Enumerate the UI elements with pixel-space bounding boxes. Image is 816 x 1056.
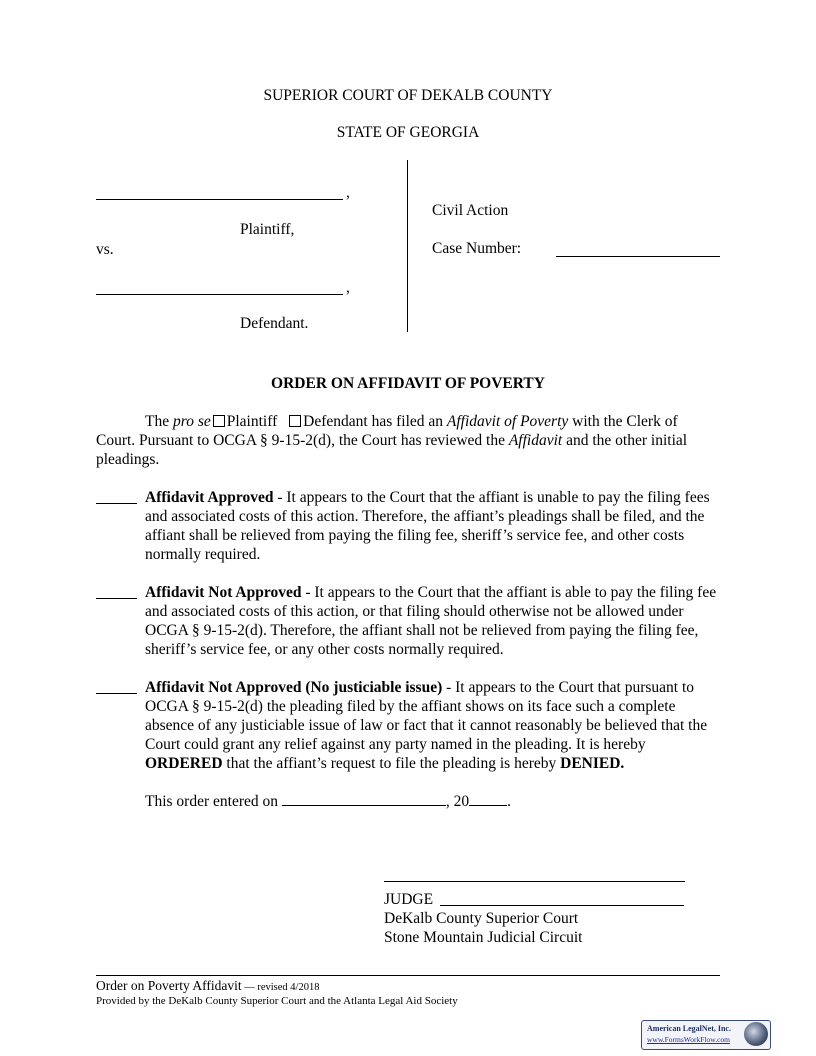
plaintiff-label: Plaintiff,: [240, 221, 295, 238]
state-name: STATE OF GEORGIA: [336, 124, 480, 141]
affidavit-approved-option: [145, 488, 720, 564]
intro-affidavit: Affidavit: [508, 432, 563, 449]
case-number-field[interactable]: [556, 256, 720, 257]
plaintiff-comma: ,: [346, 184, 350, 201]
footer-revised: — revised 4/2018: [241, 982, 320, 993]
affidavit-not-approved-text: - It appears to the Court that the affiant is able to pay the filing fee and associated costs of this action, or that filing should otherwise not be allowed under OCGA § 9-15-2(d). Therefore, the affiant shall not be relieved from paying the filing fee, sheriff’s service fee, or any other costs normally required.: [145, 584, 717, 658]
logo-globe-icon: [744, 1022, 768, 1046]
judge-circuit: Stone Mountain Judicial Circuit: [384, 929, 583, 946]
ordered-word: ORDERED: [145, 755, 223, 772]
affidavit-not-approved-heading: Affidavit Not Approved: [145, 584, 302, 601]
court-name: SUPERIOR COURT OF DEKALB COUNTY: [263, 87, 553, 104]
no-justiciable-issue-heading: Affidavit Not Approved (No justiciable issue): [145, 679, 443, 696]
versus-label: vs.: [96, 241, 114, 258]
defendant-checkbox[interactable]: [289, 415, 301, 427]
intro-paragraph: [96, 412, 720, 469]
entered-date-field[interactable]: [282, 792, 446, 806]
plaintiff-checkbox[interactable]: [213, 415, 225, 427]
signature-line[interactable]: [384, 881, 685, 882]
entered-year-field[interactable]: [469, 792, 507, 806]
defendant-name-line[interactable]: [96, 294, 343, 295]
denied-word: DENIED.: [560, 755, 625, 772]
footer-form-title: Order on Poverty Affidavit: [96, 978, 242, 993]
entered-prefix: This order entered on: [145, 793, 278, 810]
caption-divider: [407, 160, 408, 332]
american-legalnet-logo[interactable]: [641, 1020, 771, 1050]
entered-year-prefix: , 20: [445, 793, 470, 810]
logo-url[interactable]: www.FormsWorkFlow.com: [647, 1035, 731, 1044]
intro-affidavit-of-poverty: Affidavit of Poverty: [446, 413, 569, 430]
intro-rest: and the other initial pleadings.: [96, 432, 688, 468]
footer-form-name: [96, 978, 319, 994]
defendant-comma: ,: [346, 279, 350, 296]
judge-court: DeKalb County Superior Court: [384, 910, 579, 927]
entered-suffix: .: [507, 793, 511, 810]
no-justiciable-issue-middle: that the affiant’s request to file the pleading is hereby: [222, 755, 561, 772]
no-justiciable-issue-blank[interactable]: [96, 693, 137, 694]
footer-rule: [96, 975, 720, 976]
plaintiff-name-line[interactable]: [96, 199, 343, 200]
affidavit-approved-blank[interactable]: [96, 503, 137, 504]
affidavit-not-approved-option: [145, 583, 720, 659]
order-title: ORDER ON AFFIDAVIT OF POVERTY: [271, 375, 545, 392]
footer-provided-by: Provided by the DeKalb County Superior Court and the Atlanta Legal Aid Society: [96, 995, 458, 1007]
affidavit-not-approved-blank[interactable]: [96, 598, 137, 599]
judge-name-field[interactable]: [440, 905, 684, 906]
intro-plaintiff: Plaintiff: [226, 413, 278, 430]
judge-label: JUDGE: [384, 891, 434, 908]
affidavit-approved-text: - It appears to the Court that the affiant is unable to pay the filing fees and associated costs of this action. Therefore, the affiant’s pleadings shall be filed, and the affiant shall be relieved from paying the filing fee, sheriff’s service fee, and other costs normally required.: [145, 489, 710, 563]
civil-action-label: Civil Action: [432, 202, 509, 219]
intro-pro-se: pro se: [172, 413, 211, 430]
no-justiciable-issue-option: [145, 678, 720, 773]
intro-defendant-filed: Defendant has filed an: [303, 413, 444, 430]
intro-the: The: [145, 413, 170, 430]
defendant-label: Defendant.: [240, 315, 309, 332]
no-justiciable-issue-text: - It appears to the Court that pursuant to OCGA § 9-15-2(d) the pleading filed by the affiant shows on its face such a complete absence of any justiciable issue of law or fact that it cannot reasonably be believed that the Court could grant any relief against any party named in the pleading. It is hereby: [145, 679, 708, 753]
logo-name: American LegalNet, Inc.: [647, 1024, 731, 1033]
case-number-label: Case Number:: [432, 240, 522, 257]
affidavit-approved-heading: Affidavit Approved: [145, 489, 274, 506]
intro-with-clerk: with the Clerk of Court. Pursuant to OCGA § 9-15-2(d), the Court has reviewed the: [96, 413, 678, 449]
order-entered-line: [145, 792, 511, 811]
